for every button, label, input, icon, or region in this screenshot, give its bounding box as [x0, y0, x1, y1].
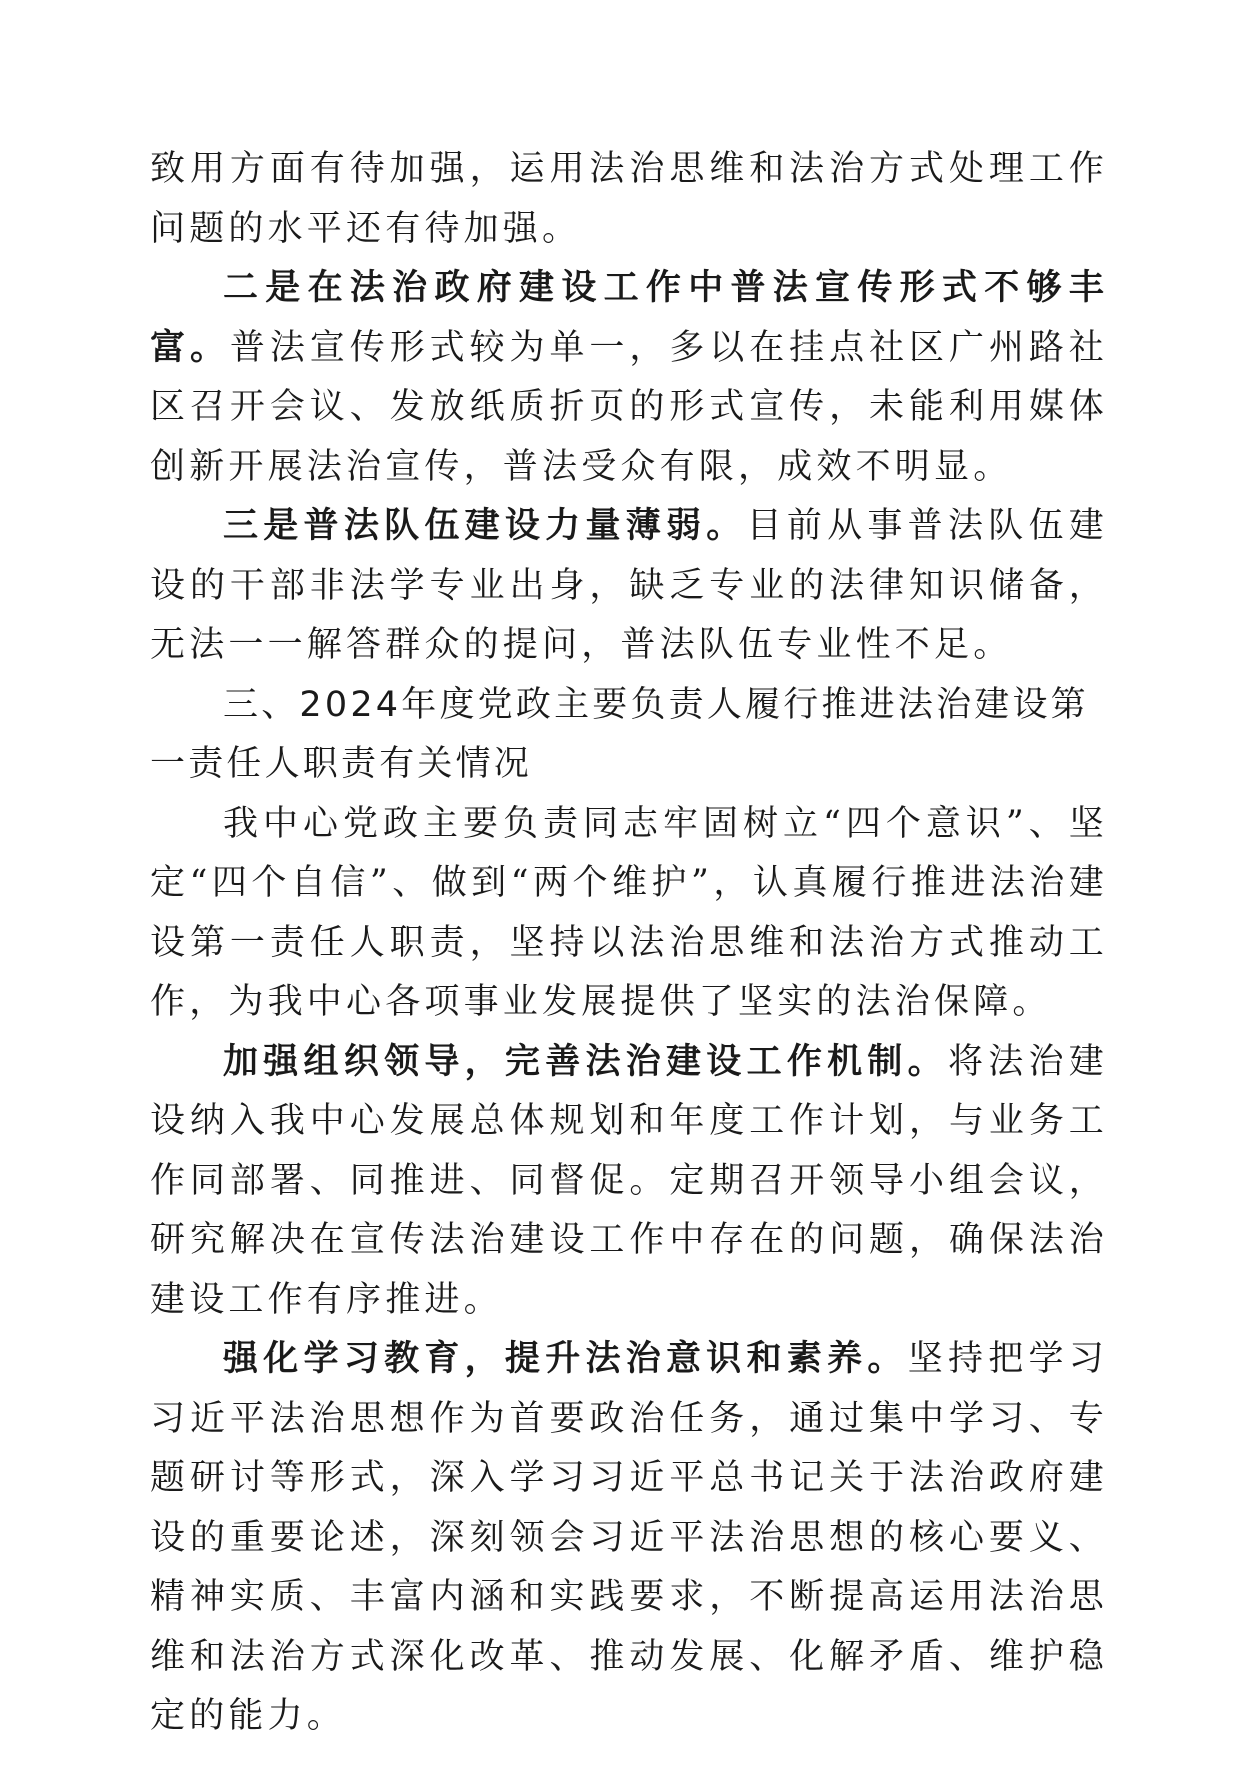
paragraph-text: 我中心党政主要负责同志牢固树立“四个意识”、坚定“四个自信”、做到“两个维护”，认真履行推进法治建设第一责任人职责，坚持以法治思维和法治方式推动工作，为我中心各项事业发展提供了坚实的法治保障。	[150, 803, 1108, 1022]
paragraph-text: 坚持把学习习近平法治思想作为首要政治任务，通过集中学习、专题研讨等形式，深入学习习近平总书记关于法治政府建设的重要论述，深刻领会习近平法治思想的核心要义、精神实质、丰富内涵和实践要求，不断提高运用法治思维和法治方式深化改革、推动发展、化解矛盾、维护稳定的能力。	[150, 1339, 1108, 1736]
section-heading: 三、2024年度党政主要负责人履行推进法治建设第一责任人职责有关情况	[150, 684, 1089, 784]
paragraph-continuation	[150, 140, 1108, 259]
paragraph-publicity-forms	[150, 259, 1108, 497]
paragraph-organization	[150, 1033, 1108, 1331]
paragraph-text: 普法宣传形式较为单一，多以在挂点社区广州路社区召开会议、发放纸质折页的形式宣传，未能利用媒体创新开展法治宣传，普法受众有限，成效不明显。	[150, 327, 1109, 487]
paragraph-lead: 三是普法队伍建设力量薄弱。	[223, 506, 747, 546]
paragraph-lead: 强化学习教育，提升法治意识和素养。	[223, 1339, 908, 1379]
paragraph-text: 致用方面有待加强，运用法治思维和法治方式处理工作问题的水平还有待加强。	[150, 149, 1108, 249]
paragraph-leadership-duty	[150, 795, 1108, 1033]
paragraph-lead: 加强组织领导，完善法治建设工作机制。	[223, 1041, 948, 1082]
paragraph-study-education	[150, 1330, 1108, 1747]
paragraph-lead: 二是在法治政府建设工作中普法宣传形式不够丰富。	[150, 268, 1108, 368]
paragraph-text: 将法治建设纳入我中心发展总体规划和年度工作计划，与业务工作同部署、同推进、同督促。定期召开领导小组会议，研究解决在宣传法治建设工作中存在的问题，确保法治建设工作有序推进。	[150, 1041, 1108, 1320]
paragraph-team-strength	[150, 497, 1108, 676]
paragraph-text: 目前从事普法队伍建设的干部非法学专业出身，缺乏专业的法律知识储备，无法一一解答群众的提问，普法队伍专业性不足。	[150, 506, 1108, 665]
